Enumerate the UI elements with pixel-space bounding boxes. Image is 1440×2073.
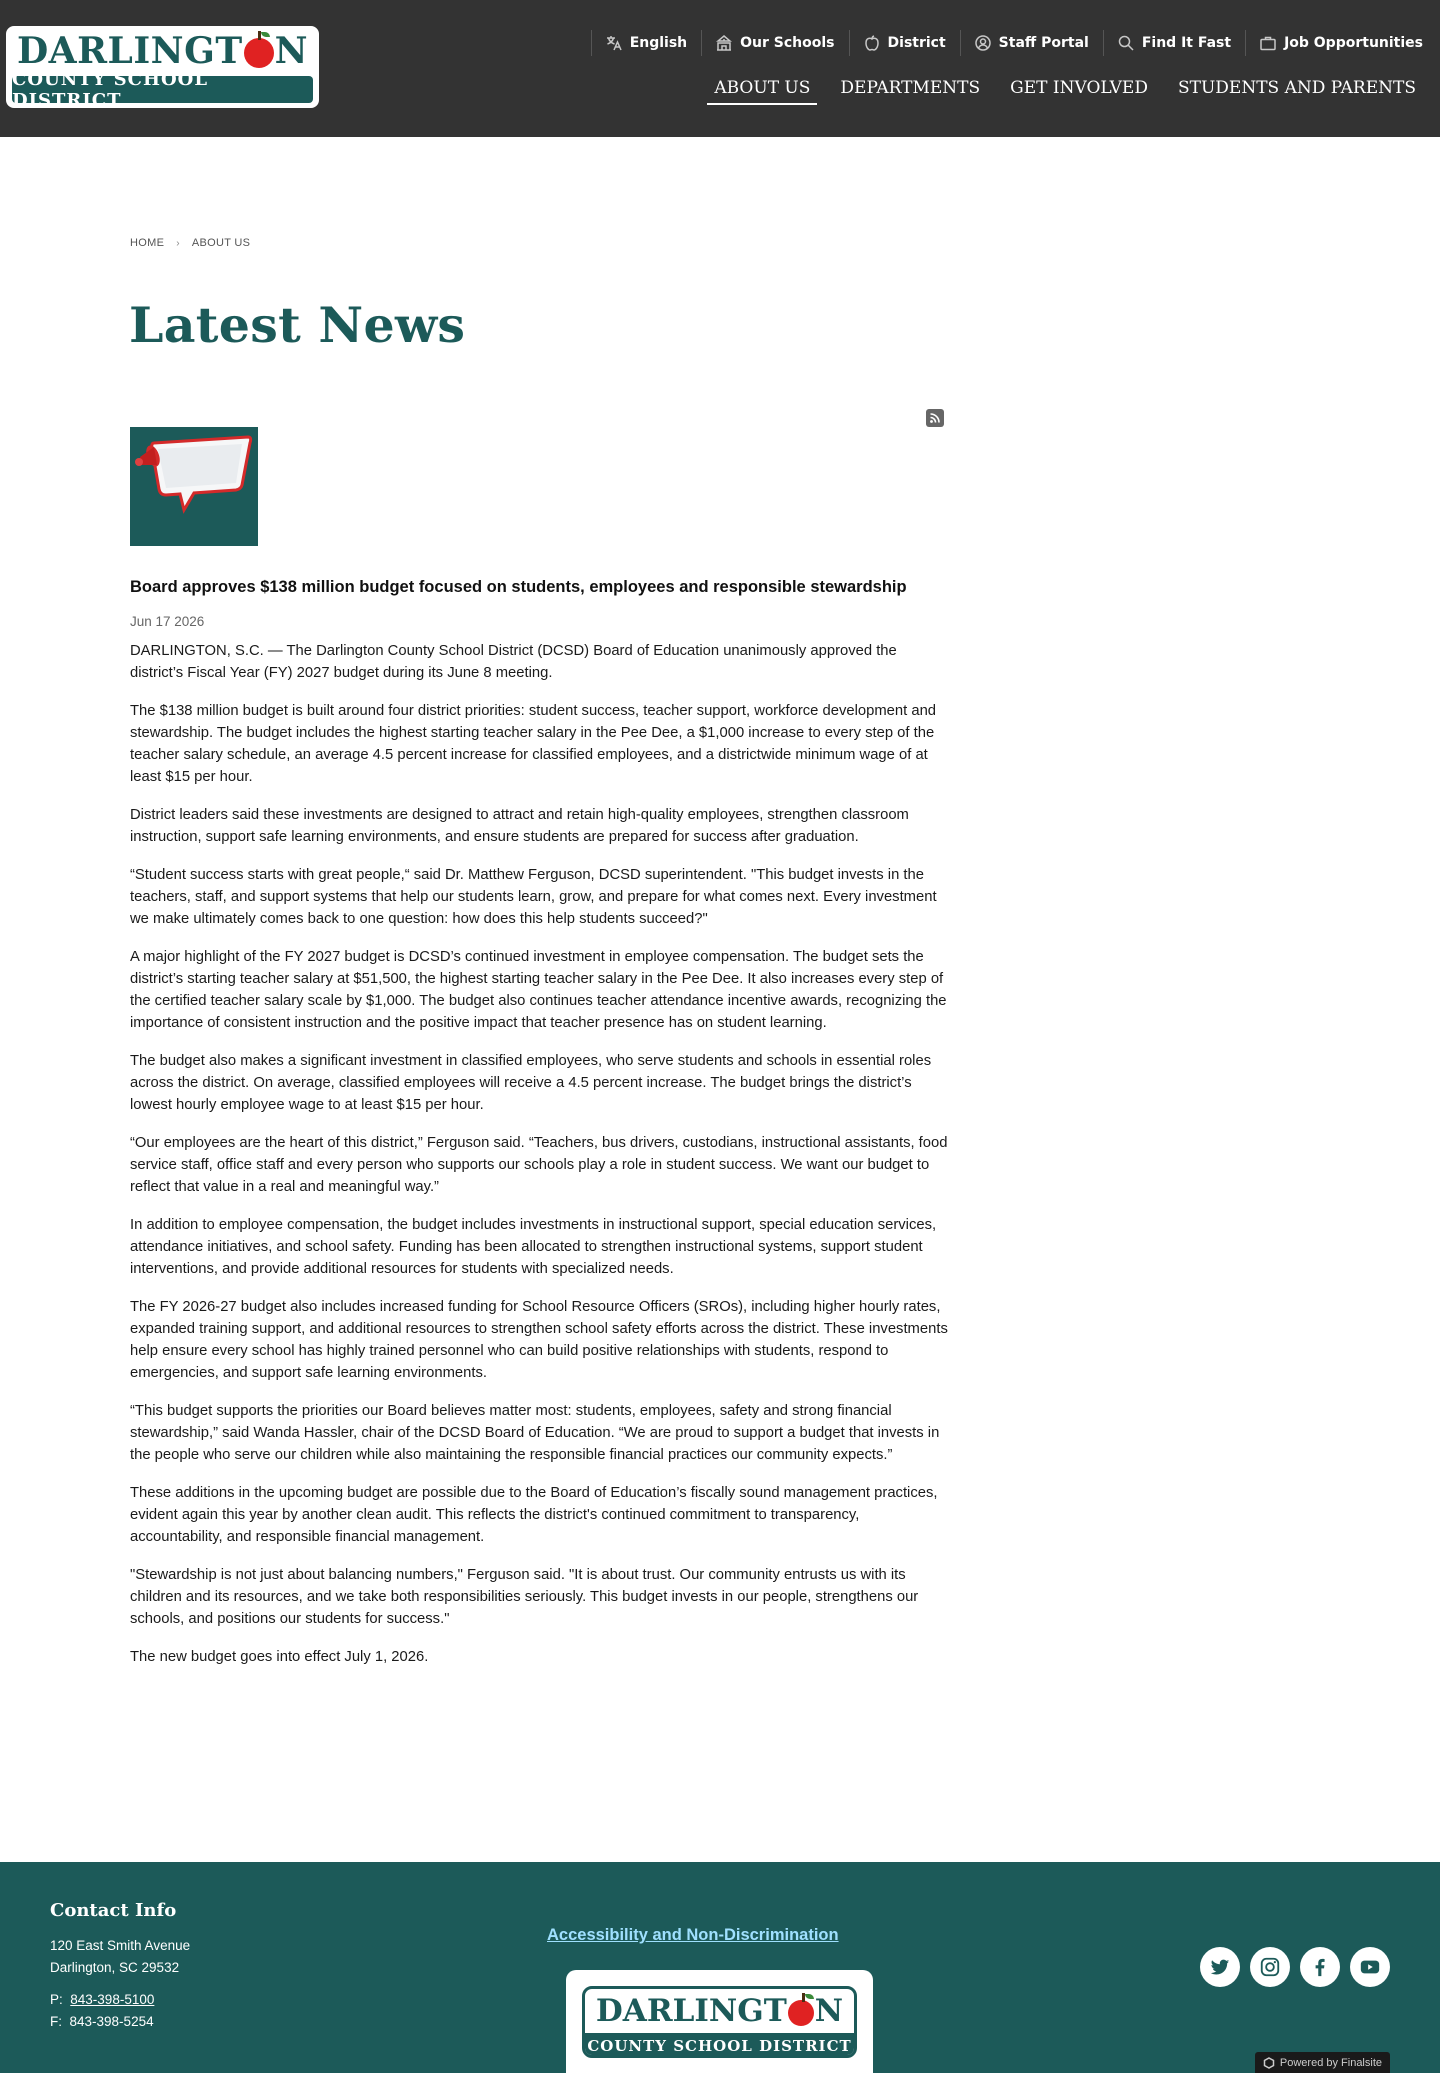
facebook-icon <box>1309 1956 1331 1978</box>
article-paragraph: “Student success starts with great people,“ said Dr. Matthew Ferguson, DCSD superintendent. "This budget invests in the teachers, staff, and support systems that help our students learn, grow, and prepare for what comes next. Every investment we make ultimately comes back to one question: how does this help students succeed?" <box>130 867 937 927</box>
district-logo[interactable] <box>6 26 319 108</box>
contact-info <box>50 1935 190 2033</box>
logo-text-part2: N <box>274 30 309 72</box>
site-header <box>0 0 1440 137</box>
article-paragraph: District leaders said these investments are designed to attract and retain high-quality employees, strengthen classroom instruction, support safe learning environments, and ensure students are prepared for success after graduation. <box>130 807 909 845</box>
search-icon <box>1118 35 1134 51</box>
facebook-button[interactable] <box>1300 1947 1340 1987</box>
article-paragraph: The $138 million budget is built around four district priorities: student success, teacher support, workforce development and stewardship. The budget includes the highest starting teacher salary in the Pee Dee, a $1,000 increase to every step of the teacher salary schedule, an average 4.5 percent increase for classified employees, and a districtwide minimum wage of at least $15 per hour. <box>130 703 937 785</box>
apple-icon <box>788 2000 814 2026</box>
contact-info-heading: Contact Info <box>50 1900 177 1921</box>
powered-by-label: Powered by Finalsite <box>1279 2056 1382 2069</box>
user-circle-icon <box>975 35 991 51</box>
nav-departments[interactable]: DEPARTMENTS <box>840 78 981 98</box>
footer-logo-text-part2: N <box>814 1993 844 2029</box>
article-paragraph: In addition to employee compensation, the budget includes investments in instructional support, special education services, attendance initiatives, and school safety. Funding has been allocated to strengthen instructional systems, support student interventions, and provide additional resources for students with specialized needs. <box>130 1217 937 1277</box>
rss-feed-button[interactable] <box>926 409 944 427</box>
logo-text-part1: DARLINGT <box>16 30 243 72</box>
utility-find-it-fast-label: Find It Fast <box>1141 35 1232 51</box>
breadcrumb-current[interactable]: ABOUT US <box>191 237 251 249</box>
article-paragraph: The FY 2026-27 budget also includes increased funding for School Resource Officers (SROs), including higher hourly rates, expanded training support, and additional resources to strengthen school safety efforts across the district. These investments help ensure every school has highly trained personnel who can build positive relationships with students, respond to emergencies, and support safe learning environments. <box>130 1299 948 1381</box>
article-thumbnail[interactable] <box>130 427 258 546</box>
fax-label: F: <box>50 2014 62 2029</box>
social-links <box>1190 1947 1390 1987</box>
breadcrumb-home[interactable]: HOME <box>130 237 165 249</box>
news-article <box>130 577 950 1684</box>
instagram-icon <box>1259 1956 1281 1978</box>
utility-find-it-fast[interactable] <box>1103 30 1245 56</box>
utility-job-opportunities[interactable] <box>1245 30 1440 56</box>
utility-our-schools-label: Our Schools <box>740 35 835 51</box>
school-building-icon <box>716 35 732 51</box>
page-title: Latest News <box>129 296 466 354</box>
article-paragraph: The budget also makes a significant investment in classified employees, who serve students and schools in essential roles across the district. On average, classified employees will receive a 4.5 percent increase. The budget brings the district’s lowest hourly employee wage to at least $15 per hour. <box>130 1053 932 1113</box>
chevron-right-icon: › <box>176 237 180 249</box>
footer-logo-text-part1: DARLINGT <box>595 1993 787 2029</box>
utility-nav <box>591 28 1440 58</box>
article-body <box>130 640 950 1668</box>
accessibility-link[interactable]: Accessibility and Non-Discrimination <box>547 1926 839 1944</box>
nav-get-involved[interactable]: GET INVOLVED <box>1010 78 1148 98</box>
utility-district-label: District <box>887 35 946 51</box>
briefcase-icon <box>1260 35 1276 51</box>
footer-logo-subtitle: COUNTY SCHOOL DISTRICT <box>585 2033 854 2058</box>
utility-job-opportunities-label: Job Opportunities <box>1284 35 1423 51</box>
logo-subtitle: COUNTY SCHOOL DISTRICT <box>12 76 313 103</box>
nav-about-us[interactable]: ABOUT US <box>707 74 817 105</box>
utility-language-label: English <box>629 35 688 51</box>
breadcrumb <box>130 237 250 249</box>
powered-by-finalsite[interactable] <box>1255 2052 1390 2073</box>
article-title[interactable]: Board approves $138 million budget focused on students, employees and responsible stewardship <box>130 578 907 596</box>
article-paragraph: A major highlight of the FY 2027 budget is DCSD’s continued investment in employee compensation. The budget sets the district’s starting teacher salary at $51,500, the highest starting teacher salary in the Pee Dee. It also increases every step of the certified teacher salary scale by $1,000. The budget also continues teacher attendance incentive awards, recognizing the importance of consistent instruction and the positive impact that teacher presence has on student learning. <box>130 949 947 1031</box>
address-line-1: 120 East Smith Avenue <box>50 1938 191 1953</box>
article-paragraph: “This budget supports the priorities our Board believes matter most: students, employees, safety and strong financial stewardship,” said Wanda Hassler, chair of the DCSD Board of Education. “We are proud to support a budget that invests in the people who serve our children while also maintaining the responsible financial practices our community expects.” <box>130 1403 940 1463</box>
utility-staff-portal[interactable] <box>960 30 1103 56</box>
phone-row <box>50 1989 190 2011</box>
article-date: Jun 17 2026 <box>130 614 205 629</box>
nav-students-and-parents[interactable]: STUDENTS AND PARENTS <box>1177 78 1416 98</box>
rss-icon <box>926 409 944 427</box>
footer-logo[interactable] <box>566 1970 873 2073</box>
youtube-icon <box>1359 1956 1381 1978</box>
translate-icon <box>606 35 622 51</box>
fax-row <box>50 2011 190 2033</box>
fax-number: 843-398-5254 <box>69 2014 154 2029</box>
footer-logo-badge <box>582 1986 857 2058</box>
twitter-icon <box>1209 1956 1231 1978</box>
utility-staff-portal-label: Staff Portal <box>998 35 1089 51</box>
instagram-button[interactable] <box>1250 1947 1290 1987</box>
article-paragraph: DARLINGTON, S.C. — The Darlington County School District (DCSD) Board of Education unanimously approved the district’s Fiscal Year (FY) 2027 budget during its June 8 meeting. <box>130 643 897 681</box>
apple-icon <box>244 38 274 68</box>
article-paragraph: These additions in the upcoming budget are possible due to the Board of Education’s fiscally sound management practices, evident again this year by another clean audit. This reflects the district's continued commitment to transparency, accountability, and responsible financial management. <box>130 1485 938 1545</box>
phone-link[interactable]: 843-398-5100 <box>70 1992 155 2007</box>
article-paragraph: "Stewardship is not just about balancing numbers," Ferguson said. "It is about trust. Our community entrusts us with its children and its resources, and we take both responsibilities seriously. This budget invests in our people, strengthens our schools, and positions our students for success." <box>130 1567 919 1627</box>
article-paragraph: “Our employees are the heart of this district,” Ferguson said. “Teachers, bus drivers, custodians, instructional assistants, food service staff, office staff and every person who supports our schools play a role in student success. We want our budget to reflect that value in a real and meaningful way.” <box>130 1135 948 1195</box>
site-footer <box>0 1862 1440 2073</box>
main-nav <box>691 74 1423 105</box>
finalsite-logo-icon <box>1263 2057 1275 2069</box>
article-paragraph: The new budget goes into effect July 1, 2026. <box>130 1649 429 1665</box>
utility-our-schools[interactable] <box>701 30 848 56</box>
twitter-button[interactable] <box>1200 1947 1240 1987</box>
youtube-button[interactable] <box>1350 1947 1390 1987</box>
footer-logo-wordmark <box>585 1989 854 2033</box>
phone-label: P: <box>50 1992 63 2007</box>
utility-language-selector[interactable] <box>591 30 701 56</box>
utility-district[interactable] <box>849 30 960 56</box>
megaphone-speech-bubble-icon <box>130 427 258 546</box>
apple-icon <box>864 35 880 51</box>
address-line-2: Darlington, SC 29532 <box>50 1960 180 1975</box>
